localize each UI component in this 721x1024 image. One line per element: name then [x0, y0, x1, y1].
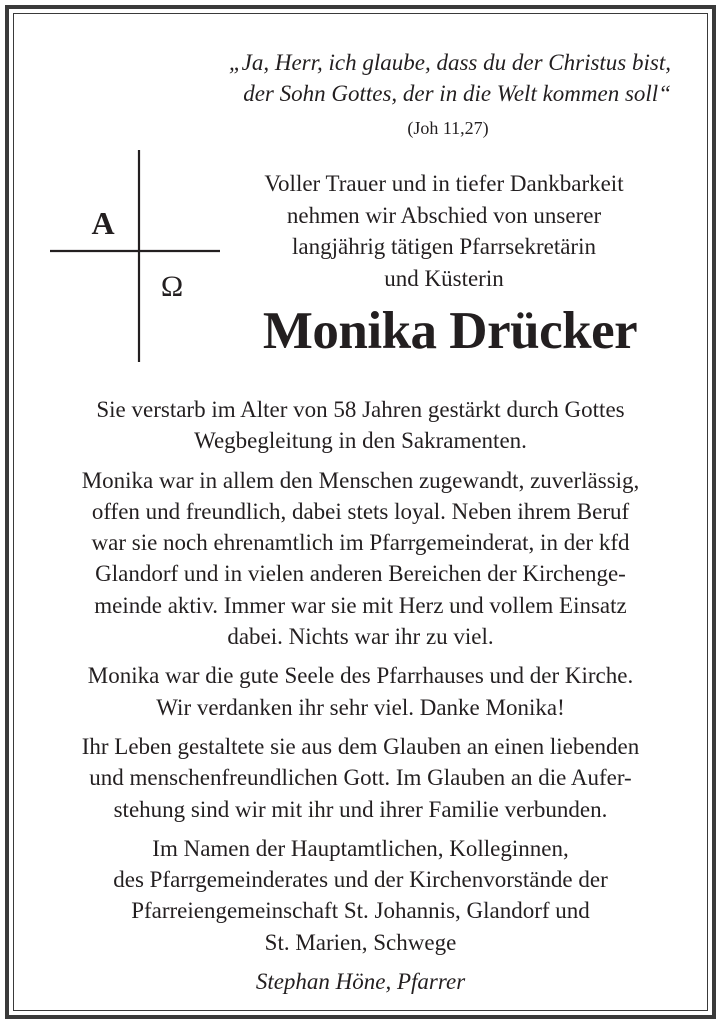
paragraph-line: Pfarreiengemeinschaft St. Johannis, Glandorf und [131, 898, 590, 924]
paragraph-line: stehung sind wir mit ihr und ihrer Familie verbunden. [113, 796, 608, 822]
paragraph [40, 833, 681, 958]
paragraph-line: offen und freundlich, dabei stets loyal. Neben ihrem Beruf [91, 498, 630, 524]
paragraph-line: Im Namen der Hauptamtlichen, Kolleginnen, [152, 835, 569, 861]
paragraph-line: des Pfarrgemeinderates und der Kirchenvorstände der [113, 867, 608, 893]
paragraph-line: Monika war die gute Seele des Pfarrhauses und der Kirche. [87, 663, 634, 689]
paragraph-line: war sie noch ehrenamtlich im Pfarrgemeinderat, in der kfd [91, 530, 630, 556]
signature: Stephan Höne, Pfarrer [255, 969, 466, 995]
intro-line: nehmen wir Abschied von unserer [286, 202, 602, 228]
quote-line: der Sohn Gottes, der in die Welt kommen soll“ [243, 81, 671, 106]
paragraph-line: und menschenfreundlichen Gott. Im Glauben an die Aufer- [89, 765, 632, 791]
paragraph-line: Ihr Leben gestaltete sie aus dem Glauben an einen liebenden [81, 733, 640, 759]
paragraph [40, 660, 681, 723]
intro-line: Voller Trauer und in tiefer Dankbarkeit [264, 171, 624, 196]
quote-reference: (Joh 11,27) [407, 118, 489, 138]
paragraph-line: St. Marien, Schwege [264, 929, 457, 955]
intro-text [224, 168, 664, 294]
intro-line: langjährig tätigen Pfarrsekretärin [292, 234, 596, 259]
obituary-body [40, 394, 681, 997]
paragraph-line: Wir verdanken ihr sehr viel. Danke Monika! [156, 694, 565, 720]
paragraph-line: Monika war in allem den Menschen zugewandt, zuverlässig, [81, 467, 640, 493]
paragraph [40, 465, 681, 653]
paragraph [40, 731, 681, 825]
paragraph-line: dabei. Nichts war ihr zu viel. [227, 624, 494, 650]
intro-line: und Küsterin [384, 265, 504, 291]
paragraph-line: Glandorf und in vielen anderen Bereichen der Kirchenge- [95, 561, 626, 587]
alpha-omega-cross-icon [50, 150, 220, 362]
paragraph-line: meinde aktiv. Immer war sie mit Herz und vollem Einsatz [94, 592, 627, 618]
quote-line: „Ja, Herr, ich glaube, dass du der Christus bist, [228, 50, 671, 75]
omega-icon: Ω [160, 270, 184, 303]
paragraph-line: Wegbegleitung in den Sakramenten. [194, 428, 527, 454]
bible-quote [229, 47, 671, 109]
paragraph-line: Sie verstarb im Alter von 58 Jahren gestärkt durch Gottes [96, 397, 625, 422]
alpha-icon: Α [91, 205, 115, 241]
paragraph [40, 394, 681, 457]
deceased-name: Monika Drücker [262, 302, 638, 360]
